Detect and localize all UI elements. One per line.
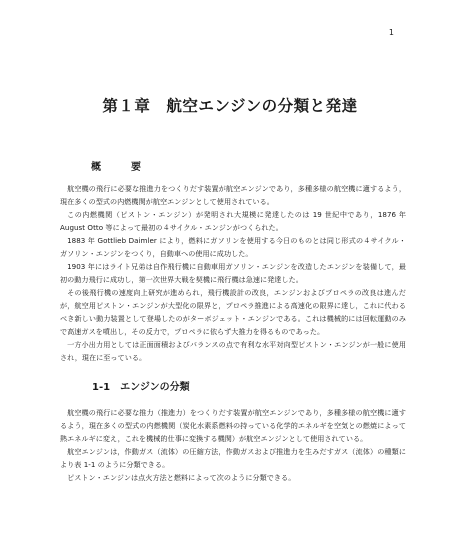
overview-body <box>60 182 406 364</box>
overview-paragraph-3: 1883 年 Gottlieb Daimler により，燃料にガソリンを使用する今日のものとは同じ形式の４サイクル・ガソリン・エンジンをつくり，自動車への使用に成功した。 <box>60 236 406 258</box>
overview-paragraph-2: この内燃機関（ピストン・エンジン）が発明され大規模に発達したのは 19 世紀中であり，1876 年 August Otto 等によって最初の４サイクル・エンジンがつくられた。 <box>60 210 406 232</box>
section-paragraph-2: 航空エンジンは，作動ガス（流体）の圧縮方法，作動ガスおよび推進力を生みだすガス（流体）の種類により表 1-1 のように分類できる。 <box>60 447 406 469</box>
overview-paragraph-4: 1903 年にはライト兄弟は自作飛行機に自動車用ガソリン・エンジンを改造したエンジンを装備して，最初の動力飛行に成功し，第一次世界大戦を契機に飛行機は急速に発達した。 <box>60 262 406 284</box>
overview-paragraph-5: その後飛行機の速度向上研究が進められ，飛行機設計の改良，エンジンおよびプロペラの改良は進んだが，航空用ピストン・エンジンが大型化の限界と，プロペラ推進による高速化の限界に達し，これに代わるべき新しい動力装置として登場したのがターボジェット・エンジンである。これは機械的には回転運動のみで高速ガスを噴出し，その反力で，プロペラに依らず大推力を得るものであった。 <box>60 288 406 336</box>
chapter-title: 第１章 航空エンジンの分類と発達 <box>102 97 358 115</box>
page-number: 1 <box>388 28 394 37</box>
section-heading: 1-1 エンジンの分類 <box>92 382 190 393</box>
overview-heading: 概 要 <box>91 162 151 173</box>
section-paragraph-3: ピストン・エンジンは点火方法と燃料によって次のように分類できる。 <box>67 473 296 482</box>
overview-paragraph-6: 一方小出力用としては正面面積およびバランスの点で有利な水平対向型ピストン・エンジンが一般に使用され，現在に至っている。 <box>60 340 406 362</box>
overview-paragraph-1: 航空機の飛行に必要な推進力をつくりだす装置が航空エンジンであり，多種多様の航空機に適するよう，現在多くの型式の内燃機関が航空エンジンとして使用されている。 <box>60 184 406 206</box>
section-body <box>60 406 406 484</box>
section-paragraph-1: 航空機の飛行に必要な推力（推進力）をつくりだす装置が航空エンジンであり，多種多様の航空機に適するよう，現在多くの型式の内燃機関（炭化水素系燃料の持っている化学的エネルギを空気との燃焼によって熱エネルギに変え，これを機械的仕事に変換する機関）が航空エンジンとして使用されている。 <box>60 408 406 443</box>
